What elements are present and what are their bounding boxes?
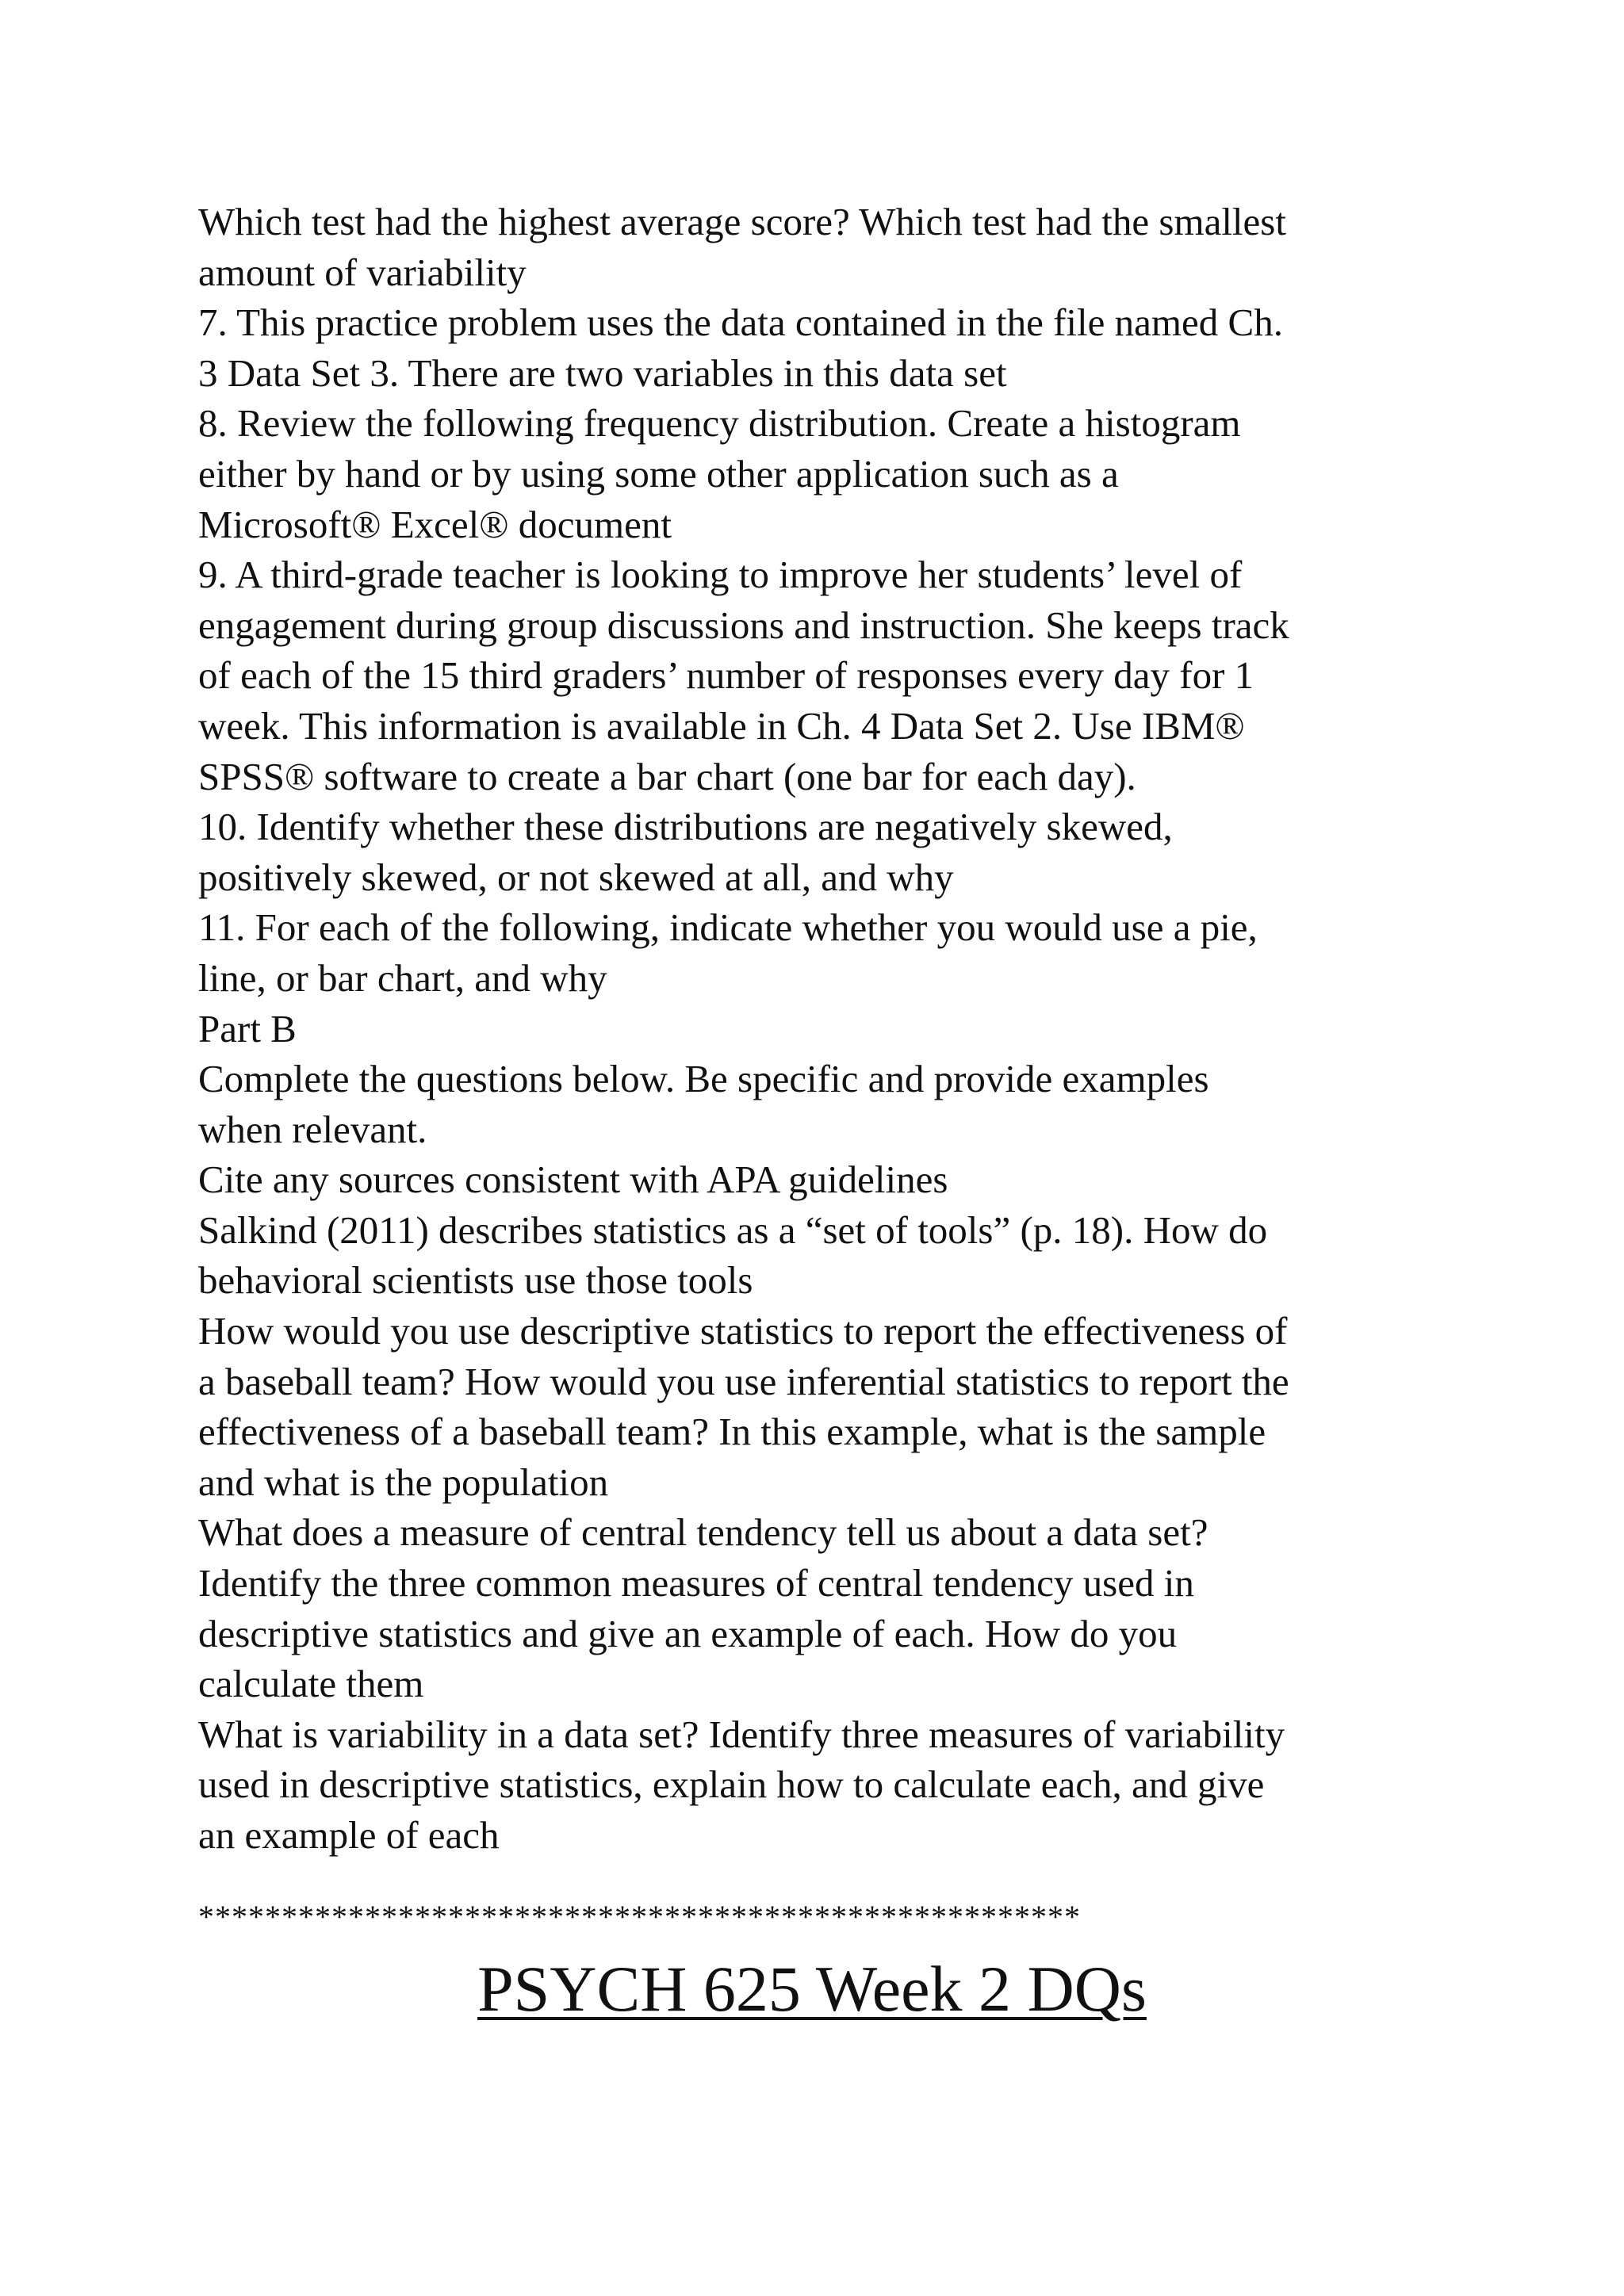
text-line: amount of variability — [198, 250, 527, 294]
text-line: and what is the population — [198, 1460, 609, 1504]
text-line: when relevant. — [198, 1107, 427, 1151]
footer-title: PSYCH 625 Week 2 DQs — [477, 1953, 1147, 2025]
text-line: What does a measure of central tendency tell us about a data set? — [198, 1510, 1208, 1555]
text-line: How would you use descriptive statistics to report the effectiveness of — [198, 1309, 1288, 1353]
text-line: Identify the three common measures of central tendency used in — [198, 1561, 1194, 1605]
text-line: 11. For each of the following, indicate whether you would use a pie, — [198, 905, 1258, 950]
text-line: 8. Review the following frequency distribution. Create a histogram — [198, 401, 1241, 446]
text-line: 3 Data Set 3. There are two variables in this data set — [198, 350, 1007, 395]
text-line: behavioral scientists use those tools — [198, 1258, 753, 1303]
text-line: Microsoft® Excel® document — [198, 502, 672, 546]
body-text — [198, 197, 1435, 1861]
text-line: line, or bar chart, and why — [198, 955, 607, 1000]
text-line: 9. A third-grade teacher is looking to improve her students’ level of — [198, 553, 1243, 597]
text-line: effectiveness of a baseball team? In this example, what is the sample — [198, 1410, 1266, 1454]
text-line: either by hand or by using some other application such as a — [198, 451, 1119, 496]
text-line: of each of the 15 third graders’ number of responses every day for 1 — [198, 653, 1254, 698]
text-line: engagement during group discussions and instruction. She keeps track — [198, 603, 1289, 647]
text-line: Cite any sources consistent with APA guidelines — [198, 1158, 948, 1202]
section-heading: Part B — [198, 1006, 297, 1050]
text-line: Salkind (2011) describes statistics as a “set of tools” (p. 18). How do — [198, 1207, 1268, 1252]
text-line: descriptive statistics and give an example of each. How do you — [198, 1611, 1178, 1655]
text-line: 7. This practice problem uses the data contained in the file named Ch. — [198, 300, 1283, 345]
text-line: What is variability in a data set? Identify three measures of variability — [198, 1712, 1285, 1756]
text-line: SPSS® software to create a bar chart (one bar for each day). — [198, 754, 1136, 798]
text-line: used in descriptive statistics, explain how to calculate each, and give — [198, 1762, 1265, 1807]
text-line: an example of each — [198, 1813, 500, 1857]
text-line: Which test had the highest average score? Which test had the smallest — [198, 200, 1286, 243]
text-line: positively skewed, or not skewed at all, and why — [198, 855, 954, 899]
text-line: Complete the questions below. Be specific and provide examples — [198, 1057, 1209, 1101]
text-line: calculate them — [198, 1662, 424, 1706]
text-line: week. This information is available in Ch. 4 Data Set 2. Use IBM® — [198, 703, 1245, 748]
asterisk-separator: ***************************************************** — [198, 1899, 1081, 1934]
text-line: a baseball team? How would you use inferential statistics to report the — [198, 1359, 1289, 1403]
text-line: 10. Identify whether these distributions are negatively skewed, — [198, 805, 1173, 849]
